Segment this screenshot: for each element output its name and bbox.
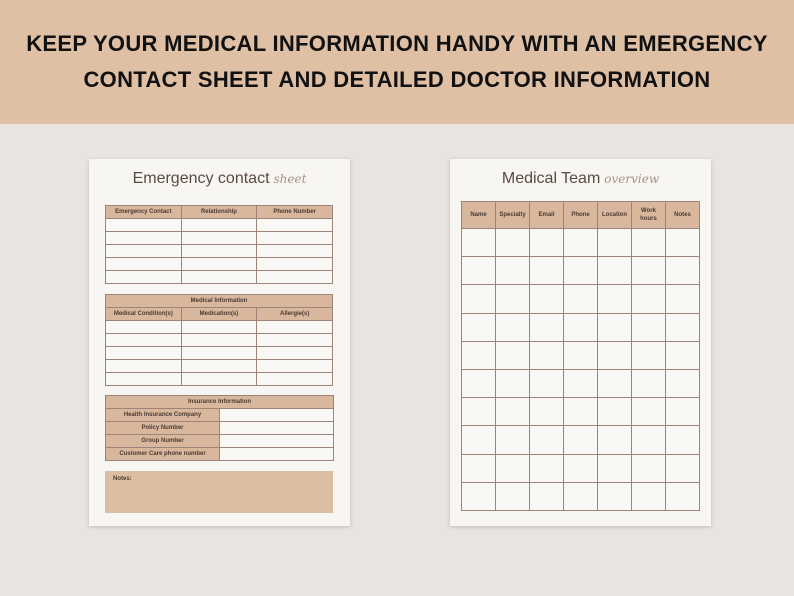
table-cell[interactable] (666, 454, 700, 482)
table-cell[interactable] (462, 285, 496, 313)
table-cell[interactable] (564, 285, 598, 313)
insurance-information-table (105, 395, 334, 461)
table-cell[interactable] (257, 232, 333, 245)
column-header: Allergie(s) (257, 308, 333, 321)
column-header: Work hours (632, 202, 666, 229)
table-cell[interactable] (598, 454, 632, 482)
table-cell[interactable] (632, 285, 666, 313)
table-cell[interactable] (632, 454, 666, 482)
table-cell[interactable] (666, 341, 700, 369)
notes-label: Notes: (113, 476, 132, 482)
table-cell[interactable] (462, 426, 496, 454)
table-cell[interactable] (632, 398, 666, 426)
table-cell[interactable] (496, 313, 530, 341)
table-cell[interactable] (462, 454, 496, 482)
table-cell[interactable] (530, 341, 564, 369)
table-cell[interactable] (106, 219, 182, 232)
banner-line-1: KEEP YOUR MEDICAL INFORMATION HANDY WITH AN EMERGENCY (26, 31, 768, 56)
table-cell[interactable] (257, 245, 333, 258)
table-cell[interactable] (257, 258, 333, 271)
table-cell[interactable] (496, 257, 530, 285)
table-cell[interactable] (106, 321, 182, 334)
team-rows (462, 229, 700, 511)
table-cell[interactable] (530, 426, 564, 454)
table-cell[interactable] (530, 257, 564, 285)
table-row (106, 271, 333, 284)
emergency-contact-table (105, 205, 333, 284)
table-row (106, 232, 333, 245)
table-cell[interactable] (462, 482, 496, 510)
sheet-title-main: Emergency contact (132, 170, 270, 187)
table-cell[interactable] (462, 369, 496, 397)
header-banner (0, 0, 794, 124)
sheet-title-main: Medical Team (501, 170, 601, 187)
table-cell[interactable] (564, 229, 598, 257)
emergency-rows (106, 219, 333, 284)
medical-information-table (105, 294, 333, 386)
table-row (462, 482, 700, 510)
column-header: Location (598, 202, 632, 229)
emergency-contact-sheet (89, 159, 350, 526)
table-cell[interactable] (666, 369, 700, 397)
banner-line-2: CONTACT SHEET AND DETAILED DOCTOR INFORMATION (83, 67, 711, 92)
table-cell[interactable] (666, 229, 700, 257)
column-header: Medical Condition(s) (106, 308, 182, 321)
table-cell[interactable] (106, 258, 182, 271)
table-cell[interactable] (564, 426, 598, 454)
table-cell[interactable] (462, 313, 496, 341)
table-cell[interactable] (666, 426, 700, 454)
table-cell[interactable] (666, 398, 700, 426)
medical-rows (106, 321, 333, 386)
table-cell[interactable] (462, 229, 496, 257)
table-cell[interactable] (598, 341, 632, 369)
table-row (106, 258, 333, 271)
table-cell[interactable] (181, 258, 257, 271)
table-row (106, 245, 333, 258)
table-cell[interactable] (564, 454, 598, 482)
table-cell[interactable] (564, 257, 598, 285)
table-row (462, 257, 700, 285)
sheet-title-script: overview (604, 172, 660, 186)
table-title: Medical Information (106, 295, 333, 308)
table-cell[interactable] (106, 232, 182, 245)
table-row (462, 341, 700, 369)
banner-title (26, 26, 768, 98)
notes-box[interactable] (105, 471, 333, 513)
table-cell[interactable] (257, 271, 333, 284)
table-cell[interactable] (632, 313, 666, 341)
table-cell[interactable] (106, 334, 182, 347)
row-label: Health Insurance Company (106, 409, 220, 422)
table-cell[interactable] (530, 398, 564, 426)
table-cell[interactable] (181, 321, 257, 334)
table-cell[interactable] (496, 229, 530, 257)
column-header: Relationship (181, 206, 257, 219)
table-cell[interactable] (257, 360, 333, 373)
table-cell[interactable] (496, 482, 530, 510)
table-cell[interactable] (598, 229, 632, 257)
table-cell[interactable] (462, 341, 496, 369)
table-cell[interactable] (564, 482, 598, 510)
column-header: Emergency Contact (106, 206, 182, 219)
table-cell[interactable] (666, 285, 700, 313)
row-label: Policy Number (106, 422, 220, 435)
value-cell[interactable] (220, 435, 334, 448)
table-cell[interactable] (496, 369, 530, 397)
table-cell[interactable] (257, 334, 333, 347)
table-cell[interactable] (666, 257, 700, 285)
table-cell[interactable] (564, 398, 598, 426)
table-cell[interactable] (181, 232, 257, 245)
table-cell[interactable] (598, 426, 632, 454)
table-row (106, 347, 333, 360)
table-cell[interactable] (632, 229, 666, 257)
value-cell[interactable] (220, 409, 334, 422)
sheet-title (89, 170, 350, 188)
table-cell[interactable] (530, 229, 564, 257)
table-cell[interactable] (598, 257, 632, 285)
table-cell[interactable] (496, 285, 530, 313)
table-cell[interactable] (181, 334, 257, 347)
table-cell[interactable] (257, 219, 333, 232)
table-cell[interactable] (598, 398, 632, 426)
table-cell[interactable] (564, 313, 598, 341)
table-cell[interactable] (496, 341, 530, 369)
table-cell[interactable] (666, 482, 700, 510)
table-row (106, 334, 333, 347)
column-header: Notes (666, 202, 700, 229)
table-cell[interactable] (530, 313, 564, 341)
table-row (462, 229, 700, 257)
table-cell[interactable] (632, 482, 666, 510)
table-cell[interactable] (181, 245, 257, 258)
table-row (462, 454, 700, 482)
table-cell[interactable] (462, 398, 496, 426)
table-cell[interactable] (598, 285, 632, 313)
table-row (462, 426, 700, 454)
table-row (106, 373, 333, 386)
table-cell[interactable] (598, 369, 632, 397)
value-cell[interactable] (220, 448, 334, 461)
table-cell[interactable] (632, 257, 666, 285)
table-cell[interactable] (496, 398, 530, 426)
table-row (106, 321, 333, 334)
row-label: Group Number (106, 435, 220, 448)
table-cell[interactable] (632, 341, 666, 369)
table-cell[interactable] (106, 360, 182, 373)
table-row (462, 369, 700, 397)
column-header: Email (530, 202, 564, 229)
table-cell[interactable] (181, 373, 257, 386)
table-row (106, 360, 333, 373)
table-cell[interactable] (106, 347, 182, 360)
table-title: Insurance Information (106, 396, 334, 409)
table-cell[interactable] (530, 285, 564, 313)
table-cell[interactable] (257, 373, 333, 386)
sheet-title (450, 170, 711, 188)
table-cell[interactable] (257, 347, 333, 360)
table-cell[interactable] (462, 257, 496, 285)
table-cell[interactable] (181, 219, 257, 232)
column-header: Name (462, 202, 496, 229)
table-cell[interactable] (106, 271, 182, 284)
column-header: Phone Number (257, 206, 333, 219)
table-cell[interactable] (496, 426, 530, 454)
table-cell[interactable] (598, 313, 632, 341)
column-header: Medication(s) (181, 308, 257, 321)
sheet-title-script: sheet (273, 172, 307, 186)
table-cell[interactable] (106, 373, 182, 386)
table-cell[interactable] (496, 454, 530, 482)
table-cell[interactable] (564, 341, 598, 369)
table-cell[interactable] (564, 369, 598, 397)
table-cell[interactable] (632, 369, 666, 397)
table-cell[interactable] (666, 313, 700, 341)
table-cell[interactable] (632, 426, 666, 454)
table-cell[interactable] (181, 347, 257, 360)
table-cell[interactable] (106, 245, 182, 258)
column-header: Phone (564, 202, 598, 229)
table-cell[interactable] (257, 321, 333, 334)
table-row (106, 219, 333, 232)
table-cell[interactable] (598, 482, 632, 510)
table-cell[interactable] (181, 360, 257, 373)
table-cell[interactable] (530, 369, 564, 397)
table-row (462, 313, 700, 341)
table-cell[interactable] (181, 271, 257, 284)
row-label: Customer Care phone number (106, 448, 220, 461)
table-cell[interactable] (530, 454, 564, 482)
table-cell[interactable] (530, 482, 564, 510)
table-row (462, 398, 700, 426)
table-row (462, 285, 700, 313)
medical-team-table (461, 201, 700, 511)
value-cell[interactable] (220, 422, 334, 435)
column-header: Specialty (496, 202, 530, 229)
medical-team-sheet (450, 159, 711, 526)
